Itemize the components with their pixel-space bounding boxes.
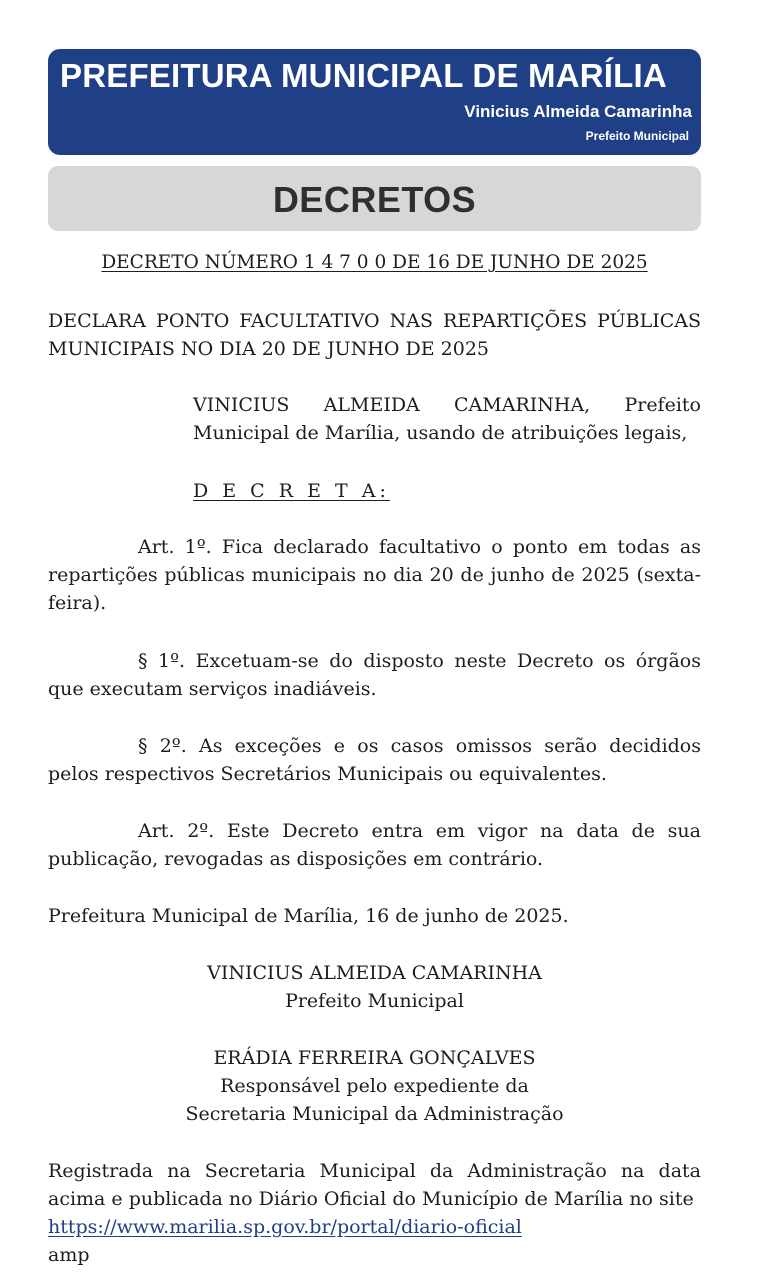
signature-secretary-role-2: Secretaria Municipal da Administração — [185, 1103, 564, 1125]
article-1-text: Art. 1º. Fica declarado facultativo o ponto em todas as repartições públicas municipais no dia 20 de junho de 2025 (sexta-feira). — [48, 536, 701, 614]
signature-mayor — [48, 959, 701, 1015]
registry-text: Registrada na Secretaria Municipal da Administração na data acima e publicada no Diário Oficial do Município de Marília no site — [48, 1160, 701, 1210]
header-title: PREFEITURA MUNICIPAL DE MARÍLIA — [60, 57, 667, 94]
paragraph-1-text: § 1º. Excetuam-se do disposto neste Decreto os órgãos que executam serviços inadiáveis. — [48, 650, 701, 700]
date-line: Prefeitura Municipal de Marília, 16 de junho de 2025. — [48, 905, 569, 927]
header-banner — [48, 49, 701, 155]
article-2 — [48, 817, 701, 873]
signature-mayor-name: VINICIUS ALMEIDA CAMARINHA — [207, 962, 542, 984]
header-mayor-name: Vinicius Almeida Camarinha — [464, 102, 692, 121]
paragraph-2 — [48, 732, 701, 788]
signature-secretary — [48, 1044, 701, 1128]
paragraph-2-text: § 2º. As exceções e os casos omissos serão decididos pelos respectivos Secretários Municipais ou equivalentes. — [48, 735, 701, 785]
decreta-heading: D E C R E T A: — [193, 480, 390, 502]
header-mayor-role: Prefeito Municipal — [585, 129, 689, 143]
decree-ementa: DECLARA PONTO FACULTATIVO NAS REPARTIÇÕES PÚBLICAS MUNICIPAIS NO DIA 20 DE JUNHO DE 2025 — [48, 310, 701, 360]
registry-note — [48, 1157, 701, 1269]
section-bar — [48, 166, 701, 231]
registry-initials: amp — [48, 1244, 90, 1266]
article-1 — [48, 533, 701, 617]
signature-secretary-name: ERÁDIA FERREIRA GONÇALVES — [213, 1047, 536, 1069]
article-2-text: Art. 2º. Este Decreto entra em vigor na data de sua publicação, revogadas as disposições em contrário. — [48, 820, 701, 870]
signature-secretary-role-1: Responsável pelo expediente da — [220, 1075, 529, 1097]
section-title: DECRETOS — [272, 179, 477, 220]
diario-oficial-link[interactable]: https://www.marilia.sp.gov.br/portal/diario-oficial — [48, 1216, 522, 1238]
decree-title: DECRETO NÚMERO 1 4 7 0 0 DE 16 DE JUNHO DE 2025 — [101, 252, 648, 273]
signature-mayor-role: Prefeito Municipal — [285, 990, 464, 1012]
paragraph-1 — [48, 647, 701, 703]
decree-preamble: VINICIUS ALMEIDA CAMARINHA, Prefeito Municipal de Marília, usando de atribuições legais, — [193, 394, 701, 444]
